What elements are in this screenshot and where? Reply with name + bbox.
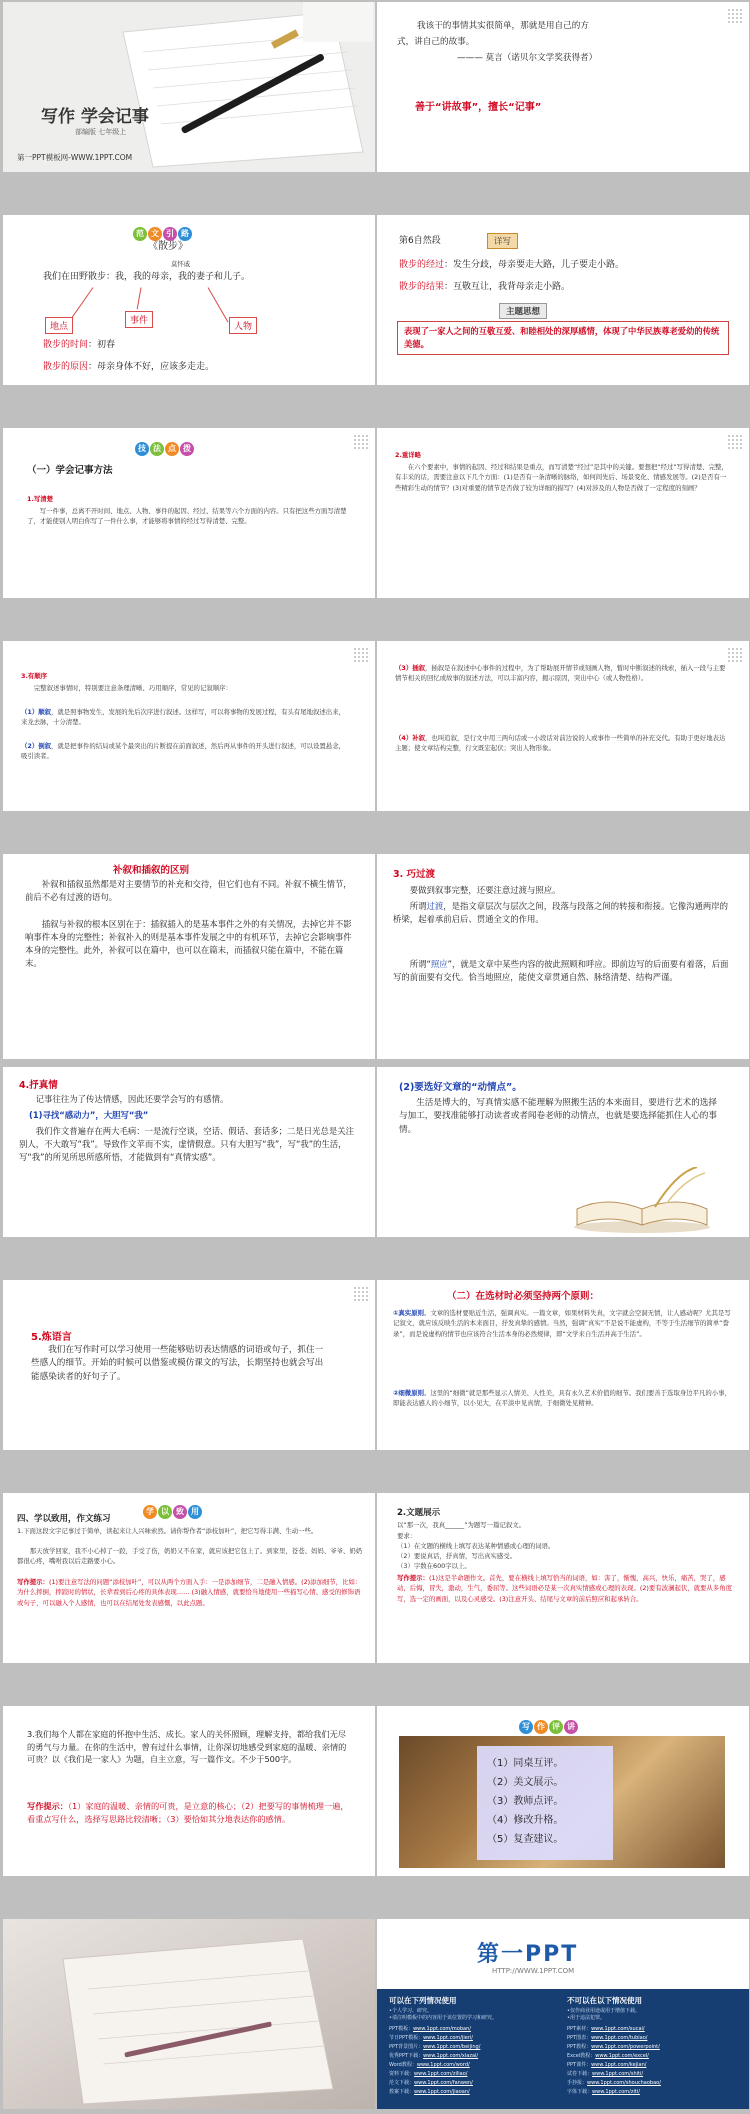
slide-sanbu[interactable] bbox=[3, 215, 375, 385]
item-label: （1）顺叙 bbox=[21, 708, 52, 716]
reason-label: 散步的原因 bbox=[43, 362, 89, 372]
corner-dots bbox=[727, 434, 743, 450]
review-item: （3）教师点评。 bbox=[487, 1796, 564, 1807]
method-heading: （一）学会记事方法 bbox=[27, 465, 113, 476]
corner-dots bbox=[727, 8, 743, 24]
link-url[interactable]: www.1ppt.com/tubiao/ bbox=[591, 2035, 648, 2041]
link-row[interactable] bbox=[567, 2052, 737, 2061]
hint-text: (1)这是半命题作文。首先，要在横线上填写恰当的词语，如：害了，惭愧，高兴，快乐，痛苦，哭了，感动，后悔，冒失，激动，生气，委屈等。这些词语必是某一次真实情感或心理的表现。(2)要有波澜起伏，就要从多角度写，选一定的画面，以及心灵感受。(3)注意开头、结尾与文章的前后照应和起承转合。 bbox=[397, 1574, 732, 1603]
link-row[interactable] bbox=[567, 2034, 737, 2043]
badge-row bbox=[135, 436, 195, 456]
slide-practice2[interactable] bbox=[377, 1493, 749, 1663]
slide-method3b[interactable] bbox=[377, 641, 749, 811]
practice-heading: 四、学以致用，作文练习 bbox=[17, 1514, 111, 1524]
slide-difference[interactable] bbox=[3, 854, 375, 1059]
link-label: 试卷下载： bbox=[567, 2071, 593, 2077]
link-url[interactable]: www.1ppt.com/ziti/ bbox=[592, 2089, 640, 2095]
slide-principles[interactable] bbox=[377, 1280, 749, 1450]
practice-hint bbox=[17, 1577, 363, 1608]
difference-title: 补叙和插叙的区别 bbox=[113, 865, 190, 876]
theme-tag: 主题思想 bbox=[499, 303, 547, 319]
p2-post: ，是指文章层次与层次之间，段落与段落之间的转接和衔接。它像沟通两岸的桥梁，起着承前启后、贯通全文的作用。 bbox=[393, 901, 729, 925]
cover-title: 写作 学会记事 bbox=[41, 107, 149, 127]
process-label: 散步的经过 bbox=[399, 260, 445, 270]
emotion-sub: (1)寻找“感动力”，大胆写“我” bbox=[29, 1110, 149, 1120]
point-title: (2)要选好文章的“动情点”。 bbox=[399, 1082, 522, 1093]
link-label: Excel教程： bbox=[567, 2053, 596, 2059]
review-item: （5）复查建议。 bbox=[487, 1834, 564, 1845]
link-url[interactable]: www.1ppt.com/shiti/ bbox=[592, 2071, 644, 2077]
badge-char: 讲 bbox=[564, 1720, 578, 1734]
link-row[interactable] bbox=[567, 2070, 737, 2079]
item-label: （4）补叙 bbox=[395, 734, 426, 742]
link-url[interactable]: www.1ppt.com/kejian/ bbox=[591, 2062, 647, 2068]
practice-task: 1.下面这段文字记事过于简单，读起来让人兴味索然。请你帮作者“添枝加叶”，把它写得丰满、生动一些。 bbox=[17, 1527, 318, 1535]
link-url[interactable]: www.1ppt.com/word/ bbox=[416, 2062, 470, 2068]
task-title: 2.文题展示 bbox=[397, 1508, 441, 1518]
link-url[interactable]: www.1ppt.com/jieri/ bbox=[423, 2035, 473, 2041]
reason-row bbox=[43, 361, 214, 375]
item-label: （2）倒叙 bbox=[21, 742, 52, 750]
reason-value: ：母亲身体不好，应该多走走。 bbox=[88, 362, 215, 372]
tag-event: 事件 bbox=[125, 311, 153, 328]
p3-keyword: 照应 bbox=[430, 959, 448, 969]
item-label: （3）插叙 bbox=[395, 664, 426, 672]
item-text: ，就是把事件的结局或某个最突出的片断提在前面叙述，然后再从事件的开头进行叙述，可以设置悬念，吸引读者。 bbox=[21, 742, 345, 761]
author-name: 莫怀戚 bbox=[171, 260, 191, 268]
badge-char: 作 bbox=[534, 1720, 548, 1734]
transition-p2 bbox=[393, 900, 733, 926]
slide-method3[interactable] bbox=[3, 641, 375, 811]
badge-char: 引 bbox=[163, 227, 177, 241]
time-row bbox=[43, 339, 115, 353]
slide-transition[interactable] bbox=[377, 854, 749, 1059]
hint-text: （1）家庭的温暖、亲情的可贵，是立意的核心；（2）把要写的事情梳理一遍，看重点写什么，选择写思路比较清晰；（3）要恰如其分地表达你的感情。 bbox=[27, 1801, 349, 1824]
slide-method2[interactable] bbox=[377, 428, 749, 598]
task-line: 以“那一次，我真______”为题写一篇记叙文。 bbox=[397, 1521, 526, 1529]
practice-task: 3.我们每个人都在家庭的怀抱中生活、成长。家人的关怀照顾，理解支持，都给我们无尽的勇气与力量。在你的生活中，曾有过什么事情，让你深切地感受到家庭的温暖、亲情的可贵？以《我们是一家人》为题，自主立意，写一篇作文。不少于500字。 bbox=[27, 1729, 347, 1765]
process-row bbox=[399, 259, 624, 273]
review-item: （4）修改升格。 bbox=[487, 1815, 564, 1826]
practice-hint bbox=[397, 1573, 733, 1604]
link-row[interactable] bbox=[567, 2025, 737, 2034]
time-label: 散步的时间 bbox=[43, 340, 89, 350]
quote-slogan: 善于“讲故事”，擅长“记事” bbox=[415, 102, 542, 113]
badge-char: 技 bbox=[135, 442, 149, 456]
badge-char: 学 bbox=[143, 1505, 157, 1519]
first-line: 我们在田野散步：我，我的母亲，我的妻子和儿子。 bbox=[43, 272, 251, 282]
link-url[interactable]: www.1ppt.com/moban/ bbox=[413, 2026, 471, 2032]
point-title: 4.抒真情 bbox=[19, 1080, 58, 1091]
hint-label: 写作提示： bbox=[27, 1801, 68, 1811]
p3-pre: 所谓“ bbox=[409, 959, 431, 969]
badge-char: 拨 bbox=[180, 442, 194, 456]
emotion-p1: 记事往往为了传达情感，因此还要学会写的有感情。 bbox=[35, 1094, 229, 1104]
order-item4 bbox=[395, 733, 729, 754]
slide-touching-point[interactable] bbox=[377, 1067, 749, 1237]
cover-footer: 第一PPT模板网-WWW.1PPT.COM bbox=[17, 153, 133, 162]
req-3: （3）字数在600字以上。 bbox=[397, 1562, 471, 1570]
link-label: Word教程： bbox=[389, 2062, 417, 2068]
link-row[interactable] bbox=[389, 2025, 559, 2034]
open-book-icon bbox=[567, 1167, 717, 1235]
principle-1 bbox=[393, 1308, 737, 1339]
point-title: 3. 巧过渡 bbox=[393, 869, 436, 880]
point-text: 写一件事，总离不开时间、地点、人物、事件的起因、经过、结果等六个方面的内容。只有把这些方面写清楚了，才能使别人明白你写了一件什么事，才能够将事情的经过写得清楚、完整。 bbox=[27, 507, 347, 526]
corner-dots bbox=[727, 647, 743, 663]
slide-quote[interactable] bbox=[377, 2, 749, 172]
slide-emotion[interactable] bbox=[3, 1067, 375, 1237]
col1-title: 可以在下列情况使用 bbox=[389, 1996, 457, 2005]
badge-char: 写 bbox=[519, 1720, 533, 1734]
col1-sub2: •请注明模板中的内容用于该位置的学习和研究。 bbox=[389, 2015, 497, 2021]
slide-notebook-photo[interactable] bbox=[3, 1919, 375, 2109]
link-label: PPT模板： bbox=[389, 2026, 414, 2032]
link-url[interactable]: www.1ppt.com/shouchaobao/ bbox=[587, 2080, 661, 2086]
link-row[interactable] bbox=[389, 2052, 559, 2061]
link-row[interactable] bbox=[567, 2088, 737, 2097]
link-row[interactable] bbox=[567, 2079, 737, 2088]
slide-promo[interactable] bbox=[377, 1919, 749, 2109]
corner-dots bbox=[353, 647, 369, 663]
link-url[interactable]: www.1ppt.com/fanwen/ bbox=[414, 2080, 473, 2086]
link-label: PPT图表： bbox=[567, 2035, 592, 2041]
slide-review[interactable] bbox=[377, 1706, 749, 1876]
corner-dots bbox=[353, 434, 369, 450]
quote-author: ——— 莫言（诺贝尔文学奖获得者） bbox=[457, 53, 598, 63]
col2-sub1: •仅作商业用途或用于增值下载。 bbox=[567, 2008, 640, 2014]
link-url[interactable]: www.1ppt.com/jiaoan/ bbox=[414, 2089, 470, 2095]
link-url[interactable]: www.1ppt.com/beijing/ bbox=[423, 2044, 481, 2050]
link-label: PPT背景图片： bbox=[389, 2044, 424, 2050]
theme-text: 表现了一家人之间的互敬互爱、和睦相处的深厚感情，体现了中华民族尊老爱幼的传统美德。 bbox=[397, 321, 729, 355]
hint-label: 写作提示： bbox=[397, 1574, 429, 1582]
link-label: 优秀PPT下载： bbox=[389, 2053, 424, 2059]
link-url[interactable]: www.1ppt.com/xiazai/ bbox=[423, 2053, 479, 2059]
review-item: （1）同桌互评。 bbox=[487, 1758, 564, 1769]
point-title: 3.有顺序 bbox=[21, 672, 48, 680]
difference-p1: 补叙和插叙虽然都是对主要情节的补充和交待，但它们也有不同。补叙不横生情节，前后不必有过渡的语句。 bbox=[25, 879, 352, 903]
badge-char: 以 bbox=[158, 1505, 172, 1519]
badge-row bbox=[133, 221, 193, 241]
point-title: 5.炼语言 bbox=[31, 1332, 72, 1343]
item-text: ，也叫追叙，是行文中用三两句话或一小段话对前边说的人或事作一些简单的补充交代。有助于更好地表达主题；使文章结构完整，行文既宏起伏；突出人物形象。 bbox=[395, 734, 726, 753]
req-1: （1）在文题的横线上填写表达某种情感或心理的词语。 bbox=[397, 1542, 555, 1550]
tag-place: 地点 bbox=[45, 317, 73, 334]
review-item: （2）美文展示。 bbox=[487, 1777, 564, 1788]
point-title: 1.写清楚 bbox=[27, 495, 54, 503]
language-text: 我们在写作时可以学习使用一些能够贴切表达情感的词语或句子，抓住一些感人的细节。开始的时候可以借鉴或模仿课文的写法，长期坚持也就会写出能感染读者的好句子了。 bbox=[31, 1345, 324, 1382]
link-url[interactable]: www.1ppt.com/excel/ bbox=[595, 2053, 649, 2059]
notebook-photo bbox=[3, 1919, 375, 2109]
quote-line2: 式，讲自己的故事。 bbox=[397, 37, 475, 47]
col2-title: 不可以在以下情况使用 bbox=[567, 1996, 642, 2005]
difference-p2: 插叙与补叙的根本区别在于：插叙插入的是基本事件之外的有关情况，去掉它并不影响事件本身的完整性；补叙补入的则是基本事件发展之中的有机环节，去掉它会影响事件本身的完整性。此外，补叙可以在篇中，也可以在篇末，而插叙只能在篇中，不能在篇末。 bbox=[25, 919, 352, 969]
process-value: ：发生分歧，母亲要走大路，儿子要走小路。 bbox=[444, 260, 625, 270]
slide-method1[interactable] bbox=[3, 428, 375, 598]
col2-sub2: •用于违法犯罪。 bbox=[567, 2015, 605, 2021]
principle-label: ①真实原则 bbox=[393, 1309, 424, 1317]
emotion-p2: 我们作文普遍存在两大毛病：一是流行空谈，空话、假话、套话多；二是日光总是关注别人，不大敢写“我”。导致作文苹而不实，虚情假意。只有大胆写“我”，写“我”的生活，写“我”的所见所思所感所悟，才能做到有“真情实感”。 bbox=[19, 1126, 355, 1163]
slide-para6[interactable] bbox=[377, 215, 749, 385]
badge-char: 评 bbox=[549, 1720, 563, 1734]
para-label: 第6自然段 bbox=[399, 236, 441, 246]
corner-dots bbox=[353, 1286, 369, 1302]
link-row[interactable] bbox=[389, 2034, 559, 2043]
notebook-pen-illustration bbox=[3, 2, 375, 172]
time-value: ：初春 bbox=[88, 340, 116, 350]
point-text: 在六个要素中，事情的起因、经过和结果是重点，而写清楚“经过”是其中的关键。要想把“经过”写得清楚、完整，有丰采的话，需要注意以下几个方面：(1)是否有一条清晰的脉络，如何间先后、场景变化、情感发展等。(2)是否有一些精彩生动的情节？(3)对重要的情节是否做了较为详细的描写？(4)对涉及的人物是否做了一定程度的刻画？ bbox=[395, 463, 728, 492]
link-label: 字体下载： bbox=[567, 2089, 593, 2095]
link-row[interactable] bbox=[389, 2088, 559, 2097]
transition-p3 bbox=[393, 958, 733, 984]
links-right bbox=[567, 2025, 737, 2097]
p2-pre: 所谓 bbox=[409, 901, 427, 911]
req-title: 要求： bbox=[397, 1532, 417, 1540]
badge-char: 用 bbox=[188, 1505, 202, 1519]
link-row[interactable] bbox=[389, 2079, 559, 2088]
col1-sub1: •个人学习、研究。 bbox=[389, 2008, 432, 2014]
link-label: 范文下载： bbox=[389, 2080, 415, 2086]
practice-sample: 那天放学回家，我不小心掉了一跤，手受了伤，奶奶又不在家，就应该把它包上了。到家里，苍苍、妈妈、爷爷、奶奶都很心疼，嘴咐我以后走路要小心。 bbox=[17, 1547, 363, 1566]
order-item2 bbox=[21, 741, 351, 762]
badge-char: 致 bbox=[173, 1505, 187, 1519]
link-label: PPT课件： bbox=[567, 2062, 592, 2068]
point-title: 2.重详略 bbox=[395, 451, 422, 459]
badge-char: 路 bbox=[178, 227, 192, 241]
badge-char: 范 bbox=[133, 227, 147, 241]
connector-line bbox=[208, 287, 229, 322]
order-item3 bbox=[395, 663, 729, 684]
link-label: 资料下载： bbox=[389, 2071, 415, 2077]
link-url[interactable]: www.1ppt.com/powerpoint/ bbox=[591, 2044, 660, 2050]
badge-row bbox=[519, 1714, 579, 1734]
cover-subtitle: 部编版 七年级上 bbox=[75, 128, 127, 136]
principles-title: （二）在选材时必须坚持两个原则： bbox=[447, 1291, 600, 1302]
result-value: ：互敬互让，我背母亲走小路。 bbox=[444, 282, 571, 292]
review-list bbox=[477, 1746, 613, 1860]
badge-char: 文 bbox=[148, 227, 162, 241]
result-row bbox=[399, 281, 570, 295]
p3-post: ”，就是文章中某些内容的彼此照顾和呼应。即前边写的后面要有着落，后面写的前面要有交代。恰当地照应，能使文章贯通自然、脉络清楚、结构严谨。 bbox=[393, 959, 729, 983]
principle-label: ②细微原则 bbox=[393, 1389, 424, 1397]
practice-hint bbox=[27, 1800, 351, 1825]
tag-people: 人物 bbox=[229, 317, 257, 334]
link-row[interactable] bbox=[389, 2043, 559, 2052]
work-title: 《散步》 bbox=[148, 241, 188, 252]
order-intro: 完整叙述事情时，特别要注意条理清晰、巧用顺序，常见的记叙顺序： bbox=[33, 684, 232, 692]
touching-text: 生活是博大的，写真情实感不能理解为照搬生活的本来面目，要进行艺术的选择与加工，要找准能够打动读者或者闻卷老师的动情点，也就是要选择能抓住人心的事情。 bbox=[399, 1098, 717, 1135]
link-label: 节日PPT模板： bbox=[389, 2035, 424, 2041]
links-left bbox=[389, 2025, 559, 2097]
result-label: 散步的结果 bbox=[399, 282, 445, 292]
principle-text: 。这里的“细微”就是那些显示人情美、人性美，具有永久艺术价值的细节。我们要善于选取身边平凡的小事，即能表达感人的小细节，以小见大，在平淡中见真情，于细微处见精神。 bbox=[393, 1389, 731, 1408]
link-row[interactable] bbox=[389, 2061, 559, 2070]
badge-row bbox=[143, 1499, 203, 1519]
promo-logo: 第一PPT bbox=[477, 1942, 579, 1967]
slide-practice3[interactable] bbox=[3, 1706, 375, 1876]
link-label: 教案下载： bbox=[389, 2089, 415, 2095]
link-row[interactable] bbox=[567, 2043, 737, 2052]
link-row[interactable] bbox=[389, 2070, 559, 2079]
detail-tag: 详写 bbox=[487, 233, 518, 249]
p2-keyword: 过渡 bbox=[426, 901, 444, 911]
item-text: ，插叙是在叙述中心事件的过程中，为了帮助展开情节或刻画人物，暂时中断叙述的线索，插入一段与主要情节相关的回忆或故事的叙述方法，可以丰富内容，揭示原因，突出中心（或人物性格）。 bbox=[395, 664, 726, 683]
hint-label: 写作提示： bbox=[17, 1578, 49, 1586]
badge-char: 点 bbox=[165, 442, 179, 456]
slide-language[interactable] bbox=[3, 1280, 375, 1450]
quote-line1: 我该干的事情其实很简单，那就是用自己的方 bbox=[417, 21, 589, 31]
connector-line bbox=[137, 287, 142, 309]
req-2: （2）要说真话，抒真情，写出真实感受。 bbox=[397, 1552, 517, 1560]
link-label: PPT教程： bbox=[567, 2044, 592, 2050]
item-text: ，就是照事物发生、发展的先后次序进行叙述。这样写，可以将事物的发展过程，有头有尾地叙述出来，来龙去脉，十分清楚。 bbox=[21, 708, 345, 727]
hint-text: (1)要注意写法的问题“添枝加叶”，可以从两个方面入手：一是添加细节，二是融入情感。(2)添加细节，比如：为什么摔倒，摔跤时的情状，长辈看到后心疼的具体表现…… (3)融入情感，就要恰当地使用一些描写心情、感受的修饰语或句子，可以融入个人感情，也可以在结尾处发表感慨，以此点题。 bbox=[17, 1578, 362, 1607]
slide-practice1[interactable] bbox=[3, 1493, 375, 1663]
promo-url[interactable]: HTTP://WWW.1PPT.COM bbox=[492, 1967, 575, 1975]
link-row[interactable] bbox=[567, 2061, 737, 2070]
link-url[interactable]: www.1ppt.com/ziliao/ bbox=[414, 2071, 468, 2077]
principle-text: 。文章的选材要贴近生活，强调真实。一篇文章，如果材料失真，文字就会空洞无情，让人感动呢？尤其是写记叙文，就应该反映生活的本来面目，抒发真挚的感情。当然，强调“真实”不是说不能虚构，不等于生活细节的简单“誊录”，而是说虚构的情节也应该符合生活本身的必然规律，即“文学来自生活并高于生活”。 bbox=[393, 1309, 731, 1338]
link-label: PPT素材： bbox=[567, 2026, 592, 2032]
slide-cover[interactable] bbox=[3, 2, 375, 172]
link-url[interactable]: www.1ppt.com/sucai/ bbox=[591, 2026, 645, 2032]
link-label: 手抄报： bbox=[567, 2080, 588, 2086]
principle-2 bbox=[393, 1388, 737, 1409]
badge-char: 法 bbox=[150, 442, 164, 456]
transition-p1: 要做到叙事完整，还要注意过渡与照应。 bbox=[409, 885, 561, 895]
order-item1 bbox=[21, 707, 351, 728]
